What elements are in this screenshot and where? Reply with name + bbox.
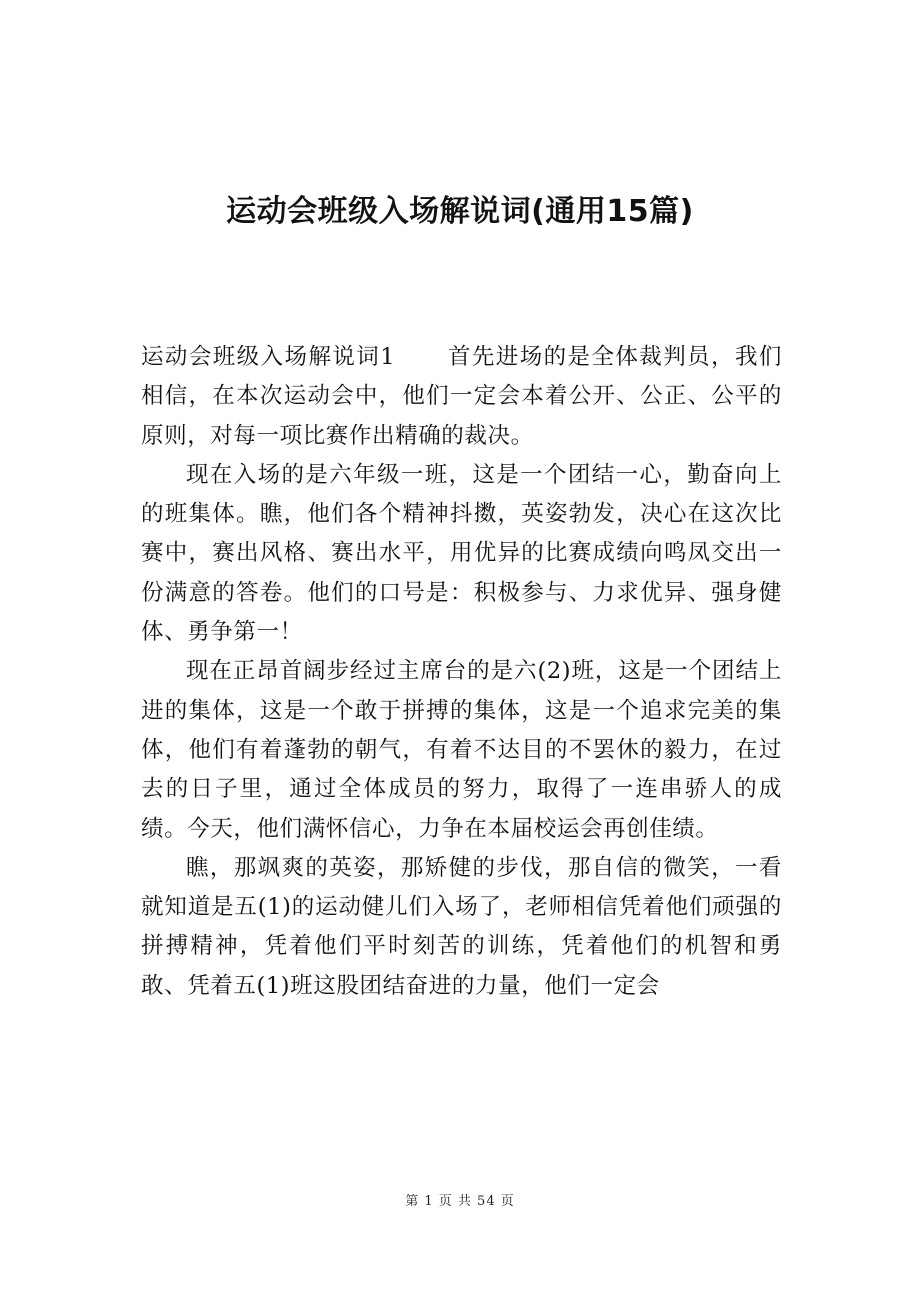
paragraph bbox=[141, 338, 782, 456]
document-body bbox=[141, 338, 782, 1006]
paragraph-text: 首先进场的是全体裁判员，我们相信，在本次运动会中，他们一定会本着公开、公正、公平的原则，对每一项比赛作出精确的裁决。 bbox=[141, 344, 783, 449]
page-footer: 第 1 页 共 54 页 bbox=[405, 1194, 515, 1209]
page-title: 运动会班级入场解说词(通用15篇) bbox=[226, 194, 694, 229]
paragraph: 现在入场的是六年级一班，这是一个团结一心，勤奋向上的班集体。瞧，他们各个精神抖擞，英姿勃发，决心在这次比赛中，赛出风格、赛出水平，用优异的比赛成绩向鸣凤交出一份满意的答卷。他们的口号是：积极参与、力求优异、强身健体、勇争第一！ bbox=[141, 461, 782, 646]
paragraph: 现在正昂首阔步经过主席台的是六(2)班，这是一个团结上进的集体，这是一个敢于拼搏的集体，这是一个追求完美的集体，他们有着蓬勃的朝气，有着不达目的不罢休的毅力，在过去的日子里，通过全体成员的努力，取得了一连串骄人的成绩。今天，他们满怀信心，力争在本届校运会再创佳绩。 bbox=[141, 658, 782, 842]
section-heading: 运动会班级入场解说词1 bbox=[141, 344, 396, 370]
paragraph: 瞧，那飒爽的英姿，那矫健的步伐，那自信的微笑，一看就知道是五(1)的运动健儿们入场了，老师相信凭着他们顽强的拼搏精神，凭着他们平时刻苦的训练，凭着他们的机智和勇敢、凭着五(1)班这股团结奋进的力量，他们一定会 bbox=[141, 854, 782, 999]
